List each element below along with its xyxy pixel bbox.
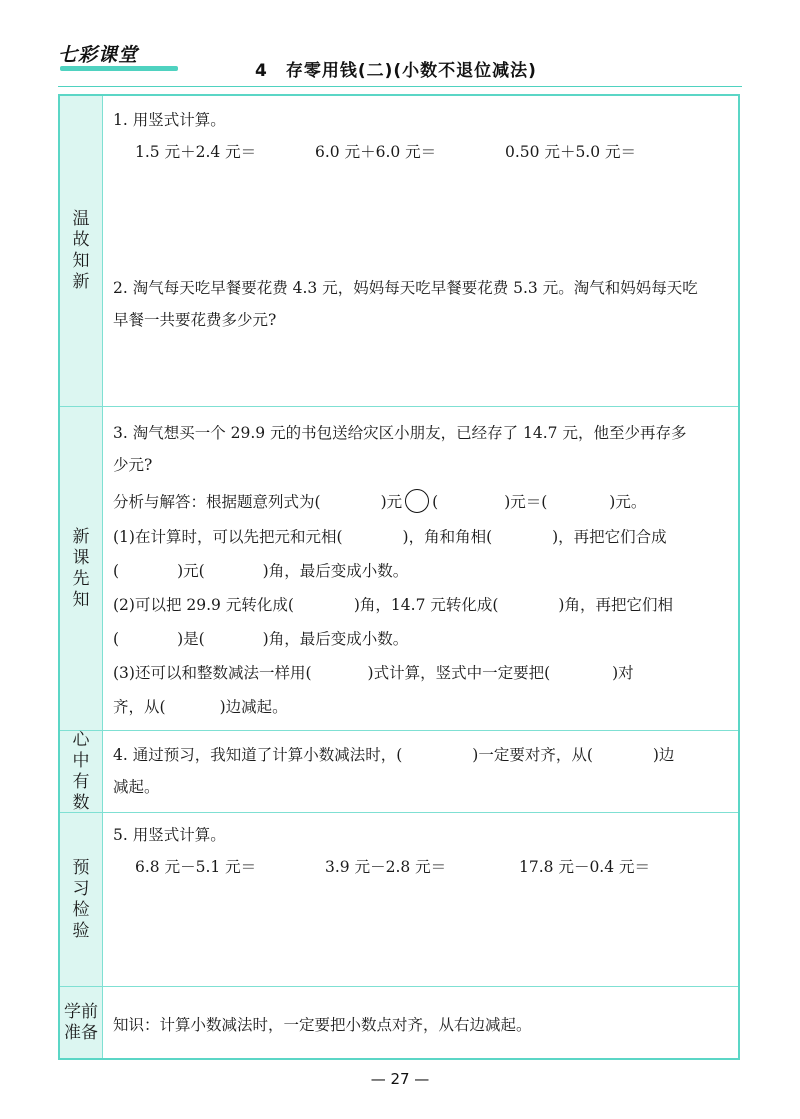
q1-equation-3: 0.50 元＋5.0 元＝ [505, 143, 637, 161]
q3-step1-text-5: )元( [177, 562, 205, 580]
q5-equation-3: 17.8 元－0.4 元＝ [519, 858, 651, 876]
q3-analysis-text-3: ( [432, 493, 439, 511]
section-prep [60, 986, 738, 1058]
q3-step1-text-6: )角，最后变成小数。 [262, 562, 409, 580]
q3-step2-text-6: )角，最后变成小数。 [262, 630, 409, 648]
header-divider [58, 86, 742, 87]
q3-analysis-text-2: )元 [380, 493, 403, 511]
section-label-check-text: 预习检验 [72, 857, 90, 941]
q3-step2-text-3: )角，再把它们相 [558, 596, 673, 614]
q3-step1-line1 [113, 525, 667, 547]
q5-equation-2: 3.9 元－2.8 元＝ [325, 858, 447, 876]
section-review-content [113, 96, 728, 406]
q3-step3-line2 [113, 695, 288, 717]
section-label-check [60, 813, 103, 986]
lesson-number: 4 [255, 61, 268, 81]
q3-step1-text-3: )，再把它们合成 [552, 528, 667, 546]
q1-equation-1: 1.5 元＋2.4 元＝ [135, 143, 257, 161]
q3-step2-text-1: (2)可以把 29.9 元转化成( [113, 596, 294, 614]
q5-equation-1: 6.8 元－5.1 元＝ [135, 858, 257, 876]
q3-step3-text-5: )边减起。 [219, 698, 288, 716]
q1-prompt: 1. 用竖式计算。 [113, 111, 226, 129]
q5-prompt: 5. 用竖式计算。 [113, 826, 226, 844]
section-label-mind-text: 心中有数 [72, 729, 90, 813]
section-label-review [60, 96, 103, 406]
q3-step3-text-1: (3)还可以和整数减法一样用( [113, 664, 312, 682]
worksheet-frame [58, 94, 740, 1060]
q3-analysis-text-5: )元。 [609, 493, 647, 511]
q3-step2-line1 [113, 593, 673, 615]
q3-step3-text-3: )对 [612, 664, 634, 682]
section-prep-content [113, 987, 728, 1058]
q2-line-2: 早餐一共要花费多少元? [113, 311, 277, 329]
q4-line-1 [113, 743, 674, 765]
section-label-prep-text: 学前准备 [64, 1001, 98, 1043]
section-label-new [60, 407, 103, 730]
q3-step1-text-1: (1)在计算时，可以先把元和元相( [113, 528, 343, 546]
q2-line-1: 2. 淘气每天吃早餐要花费 4.3 元，妈妈每天吃早餐要花费 5.3 元。淘气和妈妈每天吃 [113, 279, 698, 297]
section-check [60, 812, 738, 986]
section-review [60, 96, 738, 406]
q3-line-2: 少元? [113, 456, 153, 474]
q3-step1-line2 [113, 559, 408, 581]
brand-underline [60, 66, 178, 71]
brand-logo [58, 38, 158, 72]
q3-step1-text-4: ( [113, 562, 120, 580]
q3-step2-text-5: )是( [177, 630, 205, 648]
brand-text: 七彩课堂 [58, 44, 139, 66]
page-number: — 27 — [370, 1070, 430, 1088]
section-label-new-text: 新课先知 [72, 526, 90, 610]
q3-step3-line1 [113, 661, 634, 683]
q4-line-2: 减起。 [113, 778, 160, 796]
operator-circle[interactable] [405, 489, 429, 513]
q4-text-1: 4. 通过预习，我知道了计算小数减法时，( [113, 746, 403, 764]
q1-equation-2: 6.0 元＋6.0 元＝ [315, 143, 437, 161]
q3-line-1: 3. 淘气想买一个 29.9 元的书包送给灾区小朋友，已经存了 14.7 元，他至少再存多 [113, 424, 687, 442]
q4-text-2: )一定要对齐，从( [472, 746, 593, 764]
section-label-review-text: 温故知新 [72, 209, 90, 292]
section-label-prep [60, 987, 103, 1058]
q3-step3-text-2: )式计算，竖式中一定要把( [367, 664, 551, 682]
lesson-title [255, 56, 537, 81]
lesson-title-text: 存零用钱(二)(小数不退位减法) [285, 61, 537, 81]
q3-step1-text-2: )，角和角相( [402, 528, 493, 546]
q4-text-3: )边 [652, 746, 675, 764]
q3-analysis [113, 489, 646, 513]
section-new [60, 406, 738, 730]
section-mind [60, 730, 738, 812]
q3-analysis-text-4: )元＝( [504, 493, 548, 511]
section-mind-content [113, 731, 728, 812]
knowledge-text: 知识：计算小数减法时，一定要把小数点对齐，从右边减起。 [113, 1016, 532, 1034]
section-label-mind [60, 731, 103, 812]
q3-step2-text-2: )角，14.7 元转化成( [353, 596, 499, 614]
q3-analysis-text-1: 分析与解答：根据题意列式为( [113, 493, 321, 511]
section-new-content [113, 407, 728, 730]
q3-step2-line2 [113, 627, 408, 649]
q3-step2-text-4: ( [113, 630, 120, 648]
q3-step3-text-4: 齐，从( [113, 698, 166, 716]
section-check-content [113, 813, 728, 986]
